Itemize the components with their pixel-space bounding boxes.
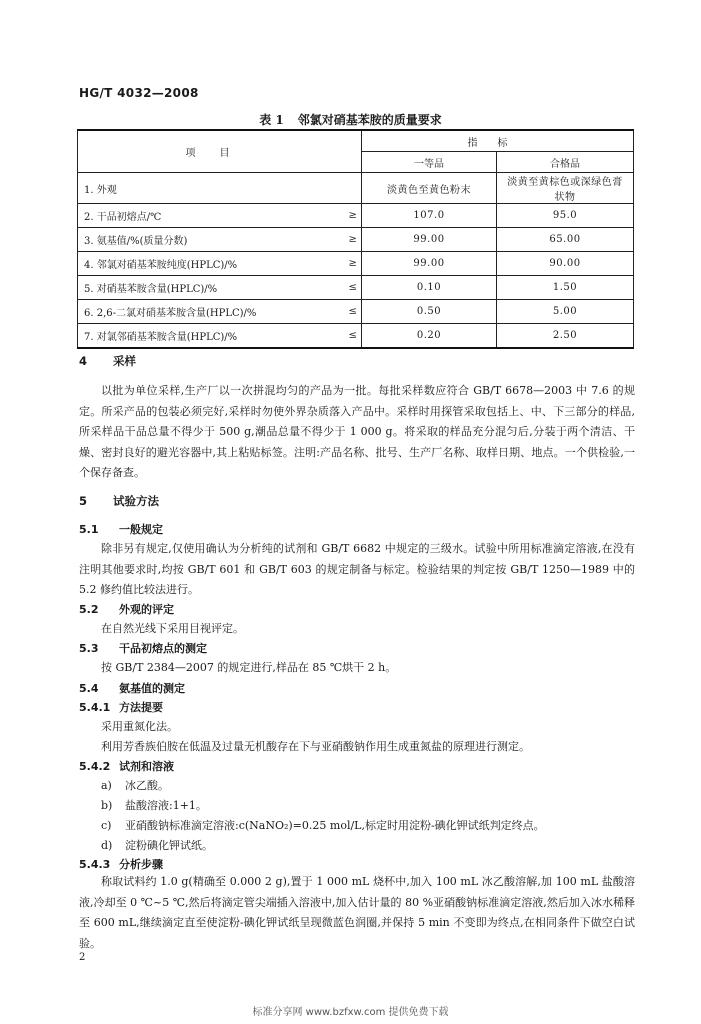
table-cell-item: 7. 对氯邻硝基苯胺含量(HPLC)/% (78, 324, 345, 349)
table-cell-qualified: 淡黄至黄棕色或深绿色膏状物 (497, 173, 634, 204)
table-cell-qualified: 2.50 (497, 324, 634, 349)
table-cell-qualified: 5.00 (497, 300, 634, 324)
section-5-4-2-number: 5.4.2 (79, 760, 111, 773)
table-cell-item: 3. 氨基值/%(质量分数) (78, 228, 345, 252)
list-item-text: 冰乙酸。 (125, 779, 169, 792)
table-cell-item: 4. 邻氯对硝基苯胺纯度(HPLC)/% (78, 252, 345, 276)
table-row (78, 300, 634, 324)
quality-requirements-table (77, 129, 634, 349)
table-row (78, 228, 634, 252)
table-cell-symbol: ≥ (345, 204, 362, 228)
table-cell-qualified: 95.0 (497, 204, 634, 228)
table-cell-first: 0.50 (362, 300, 497, 324)
table-row (78, 173, 634, 204)
reagent-list-item (101, 797, 207, 813)
section-5-4-2-heading (79, 758, 174, 774)
section-5-4-2-title: 试剂和溶液 (119, 760, 174, 773)
table-cell-first: 0.10 (362, 276, 497, 300)
table-cell-qualified: 65.00 (497, 228, 634, 252)
table-header-item: 项目 (78, 130, 362, 173)
table-cell-first: 107.0 (362, 204, 497, 228)
section-4-title: 采样 (113, 354, 136, 368)
section-5-4-3-number: 5.4.3 (79, 858, 111, 871)
section-4-heading (79, 353, 136, 369)
section-5-1-number: 5.1 (79, 523, 99, 536)
table-header-qualified-grade: 合格品 (497, 152, 634, 173)
section-5-3-number: 5.3 (79, 642, 99, 655)
section-5-4-heading (79, 680, 185, 696)
section-5-4-3-text: 称取试料约 1.0 g(精确至 0.000 2 g),置于 1 000 mL 烧杯中,加入 100 mL 冰乙酸溶解,加 100 mL 盐酸溶液,冷却至 0 ℃~5 ℃,然后将滴定管尖端插入溶液中,加入估计量的 80 %亚硝酸钠标准滴定溶液,然后加入冰水稀释至 600 mL,继续滴定直至使淀粉-碘化钾试纸呈现微蓝色润圈,并保持 5 min 不变即为终点,在相同条件下做空白试验。 (79, 875, 635, 950)
section-5-4-1-line-1: 采用重氮化法。 (101, 720, 178, 733)
table-cell-first: 淡黄色至黄色粉末 (362, 173, 497, 204)
table-cell-first: 99.00 (362, 252, 497, 276)
section-5-3-heading (79, 640, 207, 656)
table-cell-item: 1. 外观 (78, 173, 345, 204)
section-5-4-3-title: 分析步骤 (119, 858, 163, 871)
list-item-text: 亚硝酸钠标准滴定溶液:c(NaNO₂)=0.25 mol/L,标定时用淀粉-碘化钾试纸判定终点。 (125, 819, 545, 832)
table-cell-qualified: 90.00 (497, 252, 634, 276)
footer-watermark: 标准分享网 www.bzfxw.com 提供免费下载 (252, 1007, 449, 1018)
table-cell-symbol: ≤ (345, 324, 362, 349)
section-4-text: 以批为单位采样,生产厂以一次拼混均匀的产品为一批。每批采样数应符合 GB/T 6678—2003 中 7.6 的规定。所采产品的包装必须完好,采样时勿使外界杂质落入产品中。采样时用探管采取包括上、中、下三部分的样品,所采样品干品总量不得少于 500 g,潮品总量不得少于 1 000 g。将采取的样品充分混匀后,分装于两个清洁、干燥、密封良好的避光容器中,其上粘贴标签。注明:产品名称、批号、生产厂名称、取样日期、地点。一个供检验,一个保存备查。 (79, 384, 635, 479)
table-cell-symbol: ≤ (345, 300, 362, 324)
section-5-3-title: 干品初熔点的测定 (119, 642, 207, 655)
table-cell-symbol: ≤ (345, 276, 362, 300)
section-5-1-text: 除非另有规定,仅使用确认为分析纯的试剂和 GB/T 6682 中规定的三级水。试验中所用标准滴定溶液,在没有注明其他要求时,均按 GB/T 601 和 GB/T 603 的规定制备与标定。检验结果的判定按 GB/T 1250—1989 中的 5.2 修约值比较法进行。 (79, 542, 635, 596)
standard-code-header: HG/T 4032—2008 (79, 86, 199, 100)
table-title-text: 邻氯对硝基苯胺的质量要求 (297, 113, 442, 127)
list-item-label: b) (101, 799, 113, 812)
section-5-2-title: 外观的评定 (119, 603, 174, 616)
table-row (78, 276, 634, 300)
table-cell-item: 5. 对硝基苯胺含量(HPLC)/% (78, 276, 345, 300)
table-cell-item: 6. 2,6-二氯对硝基苯胺含量(HPLC)/% (78, 300, 345, 324)
table-number: 表 1 (259, 113, 284, 127)
section-5-4-number: 5.4 (79, 682, 99, 695)
section-5-4-1-heading (79, 699, 163, 715)
section-5-4-3-heading (79, 856, 163, 872)
table-cell-qualified: 1.50 (497, 276, 634, 300)
list-item-text: 盐酸溶液:1+1。 (125, 799, 207, 812)
table-cell-first: 99.00 (362, 228, 497, 252)
table-header-index: 指标 (362, 130, 634, 152)
section-5-2-text: 在自然光线下采用目视评定。 (101, 622, 244, 635)
table-row (78, 252, 634, 276)
section-5-title: 试验方法 (113, 494, 159, 508)
list-item-label: d) (101, 839, 113, 852)
section-5-1-title: 一般规定 (119, 523, 163, 536)
table-title (0, 111, 701, 128)
table-cell-first: 0.20 (362, 324, 497, 349)
section-5-4-1-line-2: 利用芳香族伯胺在低温及过量无机酸存在下与亚硝酸钠作用生成重氮盐的原理进行测定。 (101, 740, 530, 753)
reagent-list-item (101, 817, 545, 833)
page-number: 2 (79, 952, 86, 963)
list-item-text: 淀粉碘化钾试纸。 (125, 839, 213, 852)
section-5-2-number: 5.2 (79, 603, 99, 616)
section-5-4-title: 氨基值的测定 (119, 682, 185, 695)
section-5-4-1-number: 5.4.1 (79, 701, 111, 714)
table-cell-symbol: ≥ (345, 228, 362, 252)
section-5-heading (79, 493, 159, 509)
table-cell-item: 2. 干品初熔点/℃ (78, 204, 345, 228)
table-row (78, 204, 634, 228)
section-5-2-heading (79, 601, 174, 617)
section-5-3-text: 按 GB/T 2384—2007 的规定进行,样品在 85 ℃烘干 2 h。 (101, 661, 397, 674)
table-row (78, 324, 634, 349)
table-cell-symbol: ≥ (345, 252, 362, 276)
section-5-4-1-title: 方法提要 (119, 701, 163, 714)
reagent-list-item (101, 777, 169, 793)
list-item-label: c) (101, 819, 112, 832)
section-4-number: 4 (79, 354, 88, 368)
list-item-label: a) (101, 779, 112, 792)
section-5-1-heading (79, 521, 163, 537)
reagent-list-item (101, 837, 213, 853)
section-5-number: 5 (79, 494, 88, 508)
table-header-first-grade: 一等品 (362, 152, 497, 173)
table-cell-symbol (345, 173, 362, 204)
